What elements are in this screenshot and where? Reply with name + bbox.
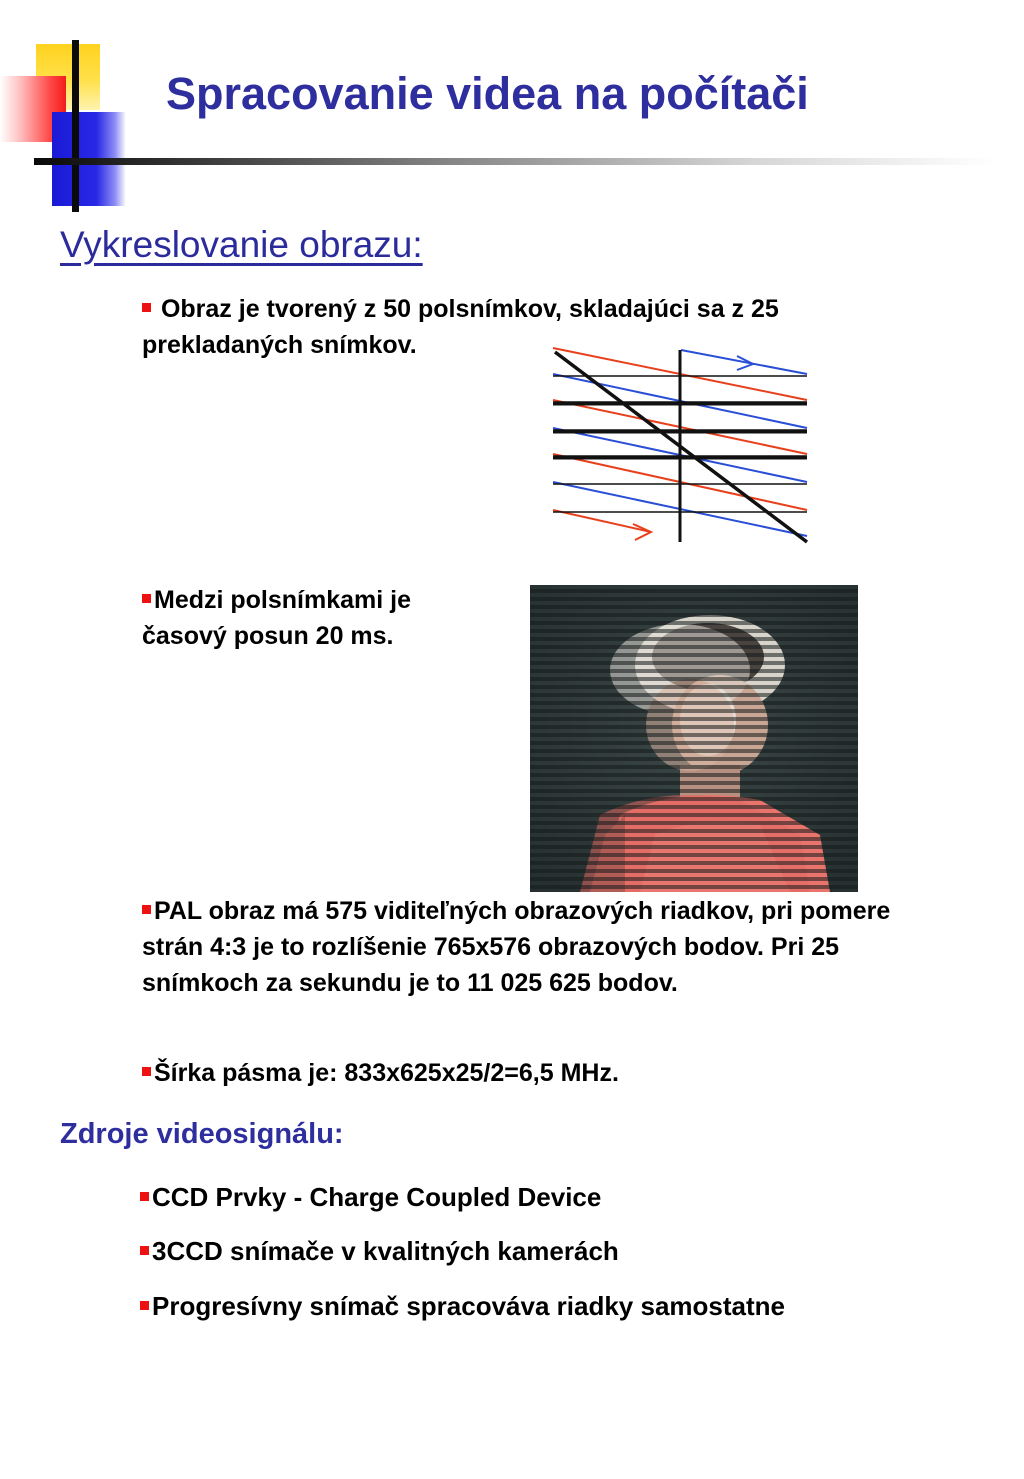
interlace-scan-diagram (551, 346, 811, 546)
scan-line-red (553, 510, 651, 532)
interlaced-photo (530, 585, 858, 892)
page-title: Spracovanie videa na počítači (166, 68, 809, 119)
section-heading-sources: Zdroje videosignálu: (60, 1118, 344, 1150)
list-item (140, 1236, 619, 1267)
logo-vertical-line (72, 40, 79, 212)
paragraph-pal-text: PAL obraz má 575 viditeľných obrazových riadkov, pri pomere strán 4:3 je to rozlíšenie 765x576 obrazových bodov. Pri 25 snímkoch za sekundu je to 11 025 625 bodov. (142, 897, 891, 997)
list-item-text: 3CCD snímače v kvalitných kamerách (152, 1236, 619, 1266)
paragraph-bandwidth-text: Šírka pásma je: 833x625x25/2=6,5 MHz. (154, 1059, 619, 1087)
section-heading-rendering: Vykreslovanie obrazu: (60, 224, 423, 265)
paragraph-time-shift (142, 582, 522, 654)
paragraph-time-shift-line1: Medzi polsnímkami je (154, 586, 412, 614)
paragraph-pal (142, 893, 932, 1001)
list-item (140, 1291, 785, 1322)
list-item-text: Progresívny snímač spracováva riadky samostatne (152, 1291, 785, 1321)
paragraph-fields-text: Obraz je tvorený z 50 polsnímkov, skladajúci sa z 25 prekladaných snímkov. (142, 295, 779, 359)
list-item (140, 1182, 601, 1213)
scan-line-blue (681, 350, 807, 374)
square-bullet-icon (142, 303, 151, 312)
square-bullet-icon (140, 1246, 149, 1255)
paragraph-bandwidth (142, 1055, 932, 1091)
square-bullet-icon (142, 594, 151, 603)
square-bullet-icon (142, 905, 151, 914)
list-item-text: CCD Prvky - Charge Coupled Device (152, 1182, 602, 1212)
square-bullet-icon (140, 1301, 149, 1310)
title-underline-rule (34, 158, 994, 165)
square-bullet-icon (140, 1192, 149, 1201)
paragraph-time-shift-line2: časový posun 20 ms. (142, 622, 394, 650)
square-bullet-icon (142, 1067, 151, 1076)
